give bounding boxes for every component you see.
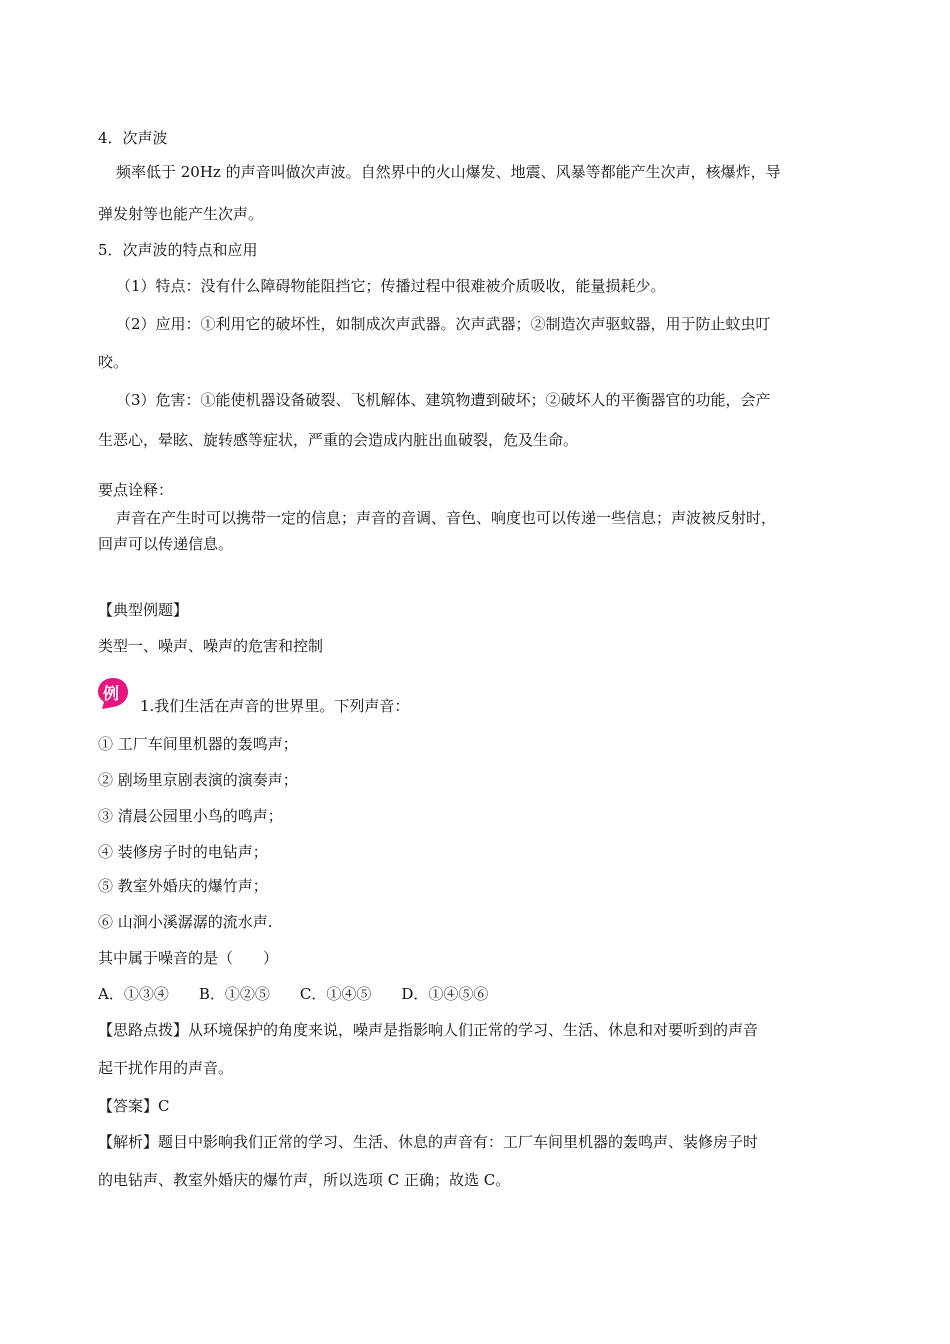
key-points-heading: 要点诠释： [98, 481, 174, 499]
list-item: ⑤ 教室外婚庆的爆竹声； [98, 877, 268, 895]
answer-options: A．①③④ B．①②⑤ C．①④⑤ D．①④⑤⑥ [98, 985, 489, 1003]
list-item: ② 剧场里京剧表演的演奏声； [98, 771, 298, 789]
example-badge-icon [96, 676, 130, 710]
hint-line-2: 起干扰作用的声音。 [98, 1059, 234, 1077]
list-item: ① 工厂车间里机器的轰鸣声； [98, 735, 298, 753]
section-4-heading: 4．次声波 [98, 129, 168, 147]
section-5-heading: 5．次声波的特点和应用 [98, 241, 258, 259]
application-text-line-1: （2）应用：①利用它的破坏性，如制成次声武器。次声武器；②制造次声驱蚊器，用于防止蚊虫叮 [116, 315, 771, 333]
question-text: 1.我们生活在声音的世界里。下列声音： [140, 697, 410, 715]
analysis-line-2: 的电钻声、教室外婚庆的爆竹声，所以选项 C 正确；故选 C。 [98, 1171, 511, 1189]
list-item: ③ 清晨公园里小鸟的鸣声； [98, 807, 283, 825]
harm-text-line-2: 生恶心，晕眩、旋转感等症状，严重的会造成内脏出血破裂，危及生命。 [98, 431, 579, 449]
application-text-line-2: 咬。 [98, 353, 129, 371]
section-4-paragraph-line-1: 频率低于 20Hz 的声音叫做次声波。自然界中的火山爆发、地震、风暴等都能产生次声，核爆炸，导 [116, 163, 781, 181]
feature-text: （1）特点：没有什么障碍物能阻挡它；传播过程中很难被介质吸收，能量损耗少。 [116, 277, 666, 295]
hint-line-1: 【思路点拨】从环境保护的角度来说，噪声是指影响人们正常的学习、生活、休息和对要听到的声音 [98, 1021, 759, 1039]
analysis-line-1: 【解析】题目中影响我们正常的学习、生活、休息的声音有：工厂车间里机器的轰鸣声、装修房子时 [98, 1133, 759, 1151]
key-points-line-1: 声音在产生时可以携带一定的信息；声音的音调、音色、响度也可以传递一些信息；声波被反射时， [116, 509, 777, 527]
example-badge-label: 例 [102, 684, 119, 703]
list-item: ⑥ 山涧小溪潺潺的流水声. [98, 913, 273, 931]
harm-text-line-1: （3）危害：①能使机器设备破裂、飞机解体、建筑物遭到破坏；②破坏人的平衡器官的功能，会产 [116, 391, 771, 409]
section-4-paragraph-line-2: 弹发射等也能产生次声。 [98, 205, 264, 223]
answer-text: 【答案】C [98, 1097, 170, 1115]
examples-heading: 【典型例题】 [98, 601, 189, 619]
question-prompt: 其中属于噪音的是（ ） [98, 949, 279, 967]
key-points-line-2: 回声可以传递信息。 [98, 535, 234, 553]
list-item: ④ 装修房子时的电钻声； [98, 843, 268, 861]
type-heading: 类型一、噪声、噪声的危害和控制 [98, 637, 324, 655]
